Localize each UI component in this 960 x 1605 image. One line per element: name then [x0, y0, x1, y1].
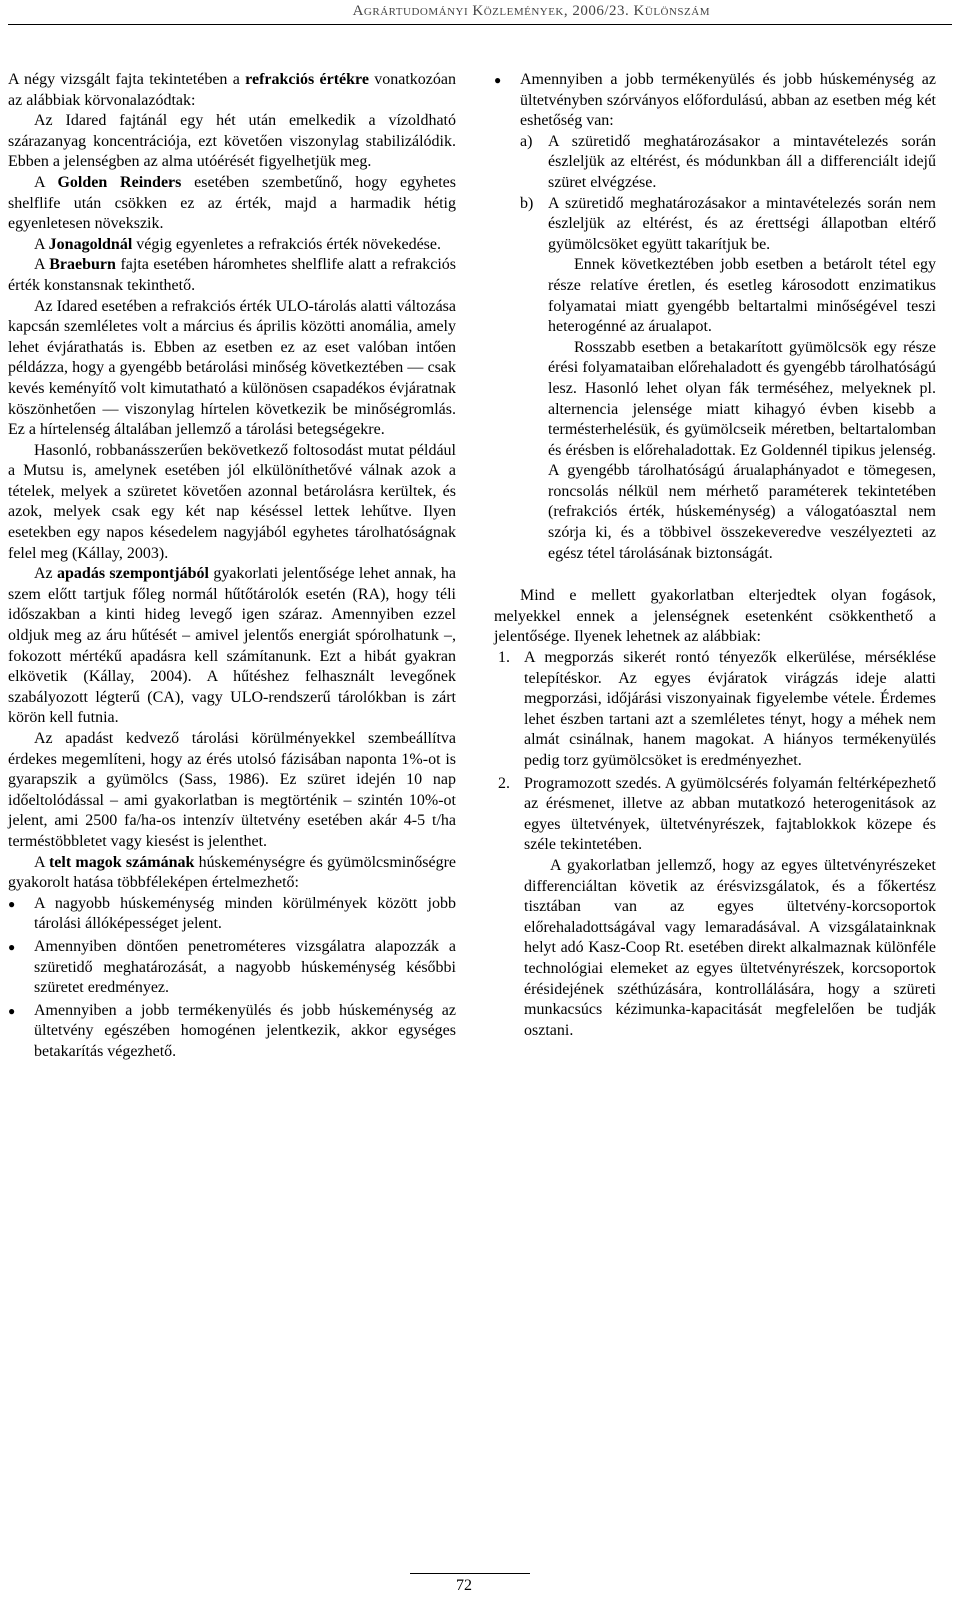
- item-number: 1.: [498, 649, 510, 667]
- paragraph-intro: [8, 70, 456, 111]
- sub-item-b: [520, 194, 936, 256]
- sub-item-b-text: Rosszabb esetben a betakarított gyümölcsök egy része érési folyamataiban előrehaladott és gyengébb tárolhatóságú lesz. Hasonló lehet olyan fák terméséhez, melyeknek pl. alternencia jelensége miatt kihagyó évben kisebb a termésterhelésük, és gyümölcseik méretben, beltartalomban és érésben is előrehaladottak. Ez Goldennél tipikus jelenség. A gyengébb tárolhatóságú árualaphányadot e tömegesen, roncsolás nélkül nem mérhető paraméterek tekintetében (refrakciós érték, húskeménység) a válogatóasztal nem szórja ki, és a többivel összekeveredve veszélyezteti az egész tétel tárolásának biztonságát.: [548, 338, 936, 562]
- paragraph-braeburn: [8, 255, 456, 296]
- list-item: [494, 648, 936, 772]
- list-item: ● A nagyobb húskeménység minden körülmények között jobb tárolási állóképességet jelent.: [8, 894, 456, 935]
- left-column: [8, 70, 456, 1065]
- text: húskeménységre és gyümölcsminőségre gyakorolt hatása többféleképen értelmezhető:: [8, 853, 457, 892]
- text: A: [34, 853, 49, 871]
- sub-item-a: [520, 132, 936, 194]
- text: vonatkozóan az alábbiak körvonalazódtak:: [8, 71, 457, 109]
- footer-rule: [410, 1573, 530, 1574]
- bold-term: refrakciós értékre: [245, 71, 369, 88]
- text: A szüretidő meghatározásakor a mintavételezés során nem észleljük az eltérést, és az érettségi állapotban eltérő gyümölcsöket együtt takarítjuk be.: [548, 194, 936, 253]
- right-column: [494, 70, 936, 1043]
- paragraph-apadas: [8, 564, 456, 729]
- list-item: ● Amennyiben döntően penetrométeres vizsgálatra alapozzák a szüretidő meghatározását, a nagyobb húskeménység későbbi szüretet eredményez.: [8, 937, 456, 999]
- bold-term: Jonagoldnál: [48, 235, 133, 253]
- list-item: [494, 774, 936, 1042]
- text: A: [34, 235, 49, 253]
- text: Amennyiben a jobb termékenyülés és jobb húskeménység az ültetvényben szórványos előfordulású, abban az esetben még két eshetőség van:: [520, 71, 936, 130]
- page-number: 72: [456, 1577, 472, 1594]
- paragraph-fogasok: Mind e mellett gyakorlatban elterjedtek olyan fogások, melyekkel ennek a jelenségnek esetenként csökkenthető a jelentősége. Ilyenek lehetnek az alábbiak:: [494, 587, 936, 646]
- sub-item-b-text: Ennek következtében jobb esetben a betárolt tétel egy része relatíve éretlen, és esetleg károsodott enzimatikus folyamatai miatt gyengébb beltartalmi minőségével teszi heterogénné az árualapot.: [548, 256, 936, 336]
- bold-term: telt magok számának: [48, 853, 195, 871]
- bold-term: Golden Reinders: [57, 173, 182, 191]
- paragraph-magok: [8, 853, 456, 894]
- sub-label: a): [520, 132, 533, 150]
- text: Programozott szedés. A gyümölcsérés folyamán feltérképezhető az érésmenet, illetve az abban mutatkozó heterogenitások az egyes ültetvények, ültetvényrészek, fajtablokkok közepe és széle tekintetében.: [524, 774, 936, 854]
- text: gyakorlati jelentősége lehet annak, ha szem előtt tartjuk főleg normál hűtőtárolók esetén (RA), hogy téli időszakban a kinti hideg levegő igen száraz. Amennyiben ezzel oldjuk meg az áru hűtését – amivel jelentős energiát spórolhatunk –, fokozott mértékű apadásra kell számítanunk. Ezt a hibát gyakran elkövetik (Kállay, 2004). A hűtéshez felhasznált levegőnek szabályozott légterű (CA), vagy ULO-rendszerű tárolókban is zárt körön kell futnia.: [8, 565, 457, 727]
- bold-term: apadás szempontjából: [57, 565, 209, 583]
- header-rule: [8, 24, 952, 25]
- paragraph-ulo: Az Idared esetében a refrakciós érték ULO-tárolás alatti változása kapcsán szemléletes volt a március és április közötti anomália, amely lehet évjárathatás is. Ebben az esetben ez az eset valóban intően példázza, hogy a gyengébb betárolási minőség következtében — csak kevés keményítő volt kimutatható a különösen csapadékos évjáratnak köszönhetően — viszonylag hírtelen következik be minőségromlás. Ez a hírtelenség általában jellemző a tárolási betegségekre.: [8, 297, 456, 439]
- text: esetében szembetűnő, hogy egyhetes shelflife után csökken ez az érték, majd a harmadik hétig egyenletesen növekszik.: [8, 173, 456, 233]
- text: A szüretidő meghatározásakor a mintavételezés során észleljük az eltérést, és módunkban áll a differenciált idejű szüret elvégzése.: [548, 132, 936, 191]
- numbered-list: [494, 648, 936, 1041]
- bullet-list: [8, 894, 456, 1063]
- paragraph-golden: [8, 173, 456, 235]
- text: A négy vizsgált fajta tekintetében a: [8, 71, 246, 88]
- sub-label: b): [520, 194, 534, 212]
- paragraph-sass: Az apadást kedvező tárolási körülményekkel szembeállítva érdekes megemlíteni, hogy az érés utolsó fázisában naponta 1%-ot is gyarapszik a gyümölcs (Sass, 1986). Ez szüret idején 10 nap időeltolódással – ami gyakorlatban is megtörténik – szintén 10%-ot jelent, ami 2500 fa/ha-os intenzív ültetvény esetében akár 4-5 t/ha terméstöbbletet vagy kiesést is jelenthet.: [8, 730, 456, 850]
- running-header: Agrártudományi Közlemények, 2006/23. Különszám: [352, 3, 710, 19]
- bold-term: Braeburn: [49, 256, 116, 274]
- text: Az: [34, 565, 58, 583]
- item-continuation: A gyakorlatban jellemző, hogy az egyes ültetvényrészeket differenciáltan követik az érésvizsgálatok, és a főkertész tisztában van az egyes ültetvény-korcsoportok előrehaladottságával vagy lemaradásával. A vizsgálatainknak helyt adó Kasz-Coop Rt. esetében direkt alkalmaznak különféle technológiai elemeket az egyes ültetvényrészek, korcsoportok érésidejének széthúzására, kontrollálására, hogy a szüreti munkacsúcs kézimunka-kapacitását megfelelően be tudják osztani.: [524, 856, 936, 1039]
- bullet-list: [494, 70, 936, 564]
- paragraph-mutsu: Hasonló, robbanásszerűen bekövetkező foltosodást mutat például a Mutsu is, amelynek esetében jól elkülöníthetővé válnak azok a tételek, melyek a szüretet követően azonnal betárolásra kerültek, és azok, melyek csak egy két nap késéssel lettek lehűtve. Ilyen esetekben egy napos késedelem nagyjából egyhetes tárolhatóságnak felel meg (Kállay, 2003).: [8, 441, 456, 562]
- item-number: 2.: [498, 774, 510, 792]
- text: A: [34, 173, 58, 191]
- text: végig egyenletes a refrakciós érték növekedése.: [132, 235, 442, 253]
- list-item: [494, 70, 936, 564]
- list-item: ● Amennyiben a jobb termékenyülés és jobb húskeménység az ültetvény egészében homogénen jelentkezik, akkor egységes betakarítás végezhető.: [8, 1001, 456, 1063]
- text: A megporzás sikerét rontó tényezők elkerülése, mérséklése telepítéskor. Az egyes évjáratok virágzás ideje alatti megporzási, időjárási viszonyainak figyelembe vétele. Érdemes lehet észben tartani azt a szemléletes tényt, hogy a méhek nem almát csinálnak, hanem magokat. A hiányos termékenyülés pedig torz gyümölcsöket is eredményezhet.: [524, 649, 936, 769]
- text: fajta esetében háromhetes shelflife alatt a refrakciós érték konstansnak tekinthető.: [8, 256, 456, 294]
- paragraph-jonagold: [8, 235, 456, 256]
- text: A: [34, 256, 50, 274]
- paragraph-idared: Az Idared fajtánál egy hét után emelkedik a vízoldható szárazanyag koncentrációja, ezt követően viszonylag stabilizálódik. Ebben a jelenségben az alma utóérését figyelhetjük meg.: [8, 112, 456, 171]
